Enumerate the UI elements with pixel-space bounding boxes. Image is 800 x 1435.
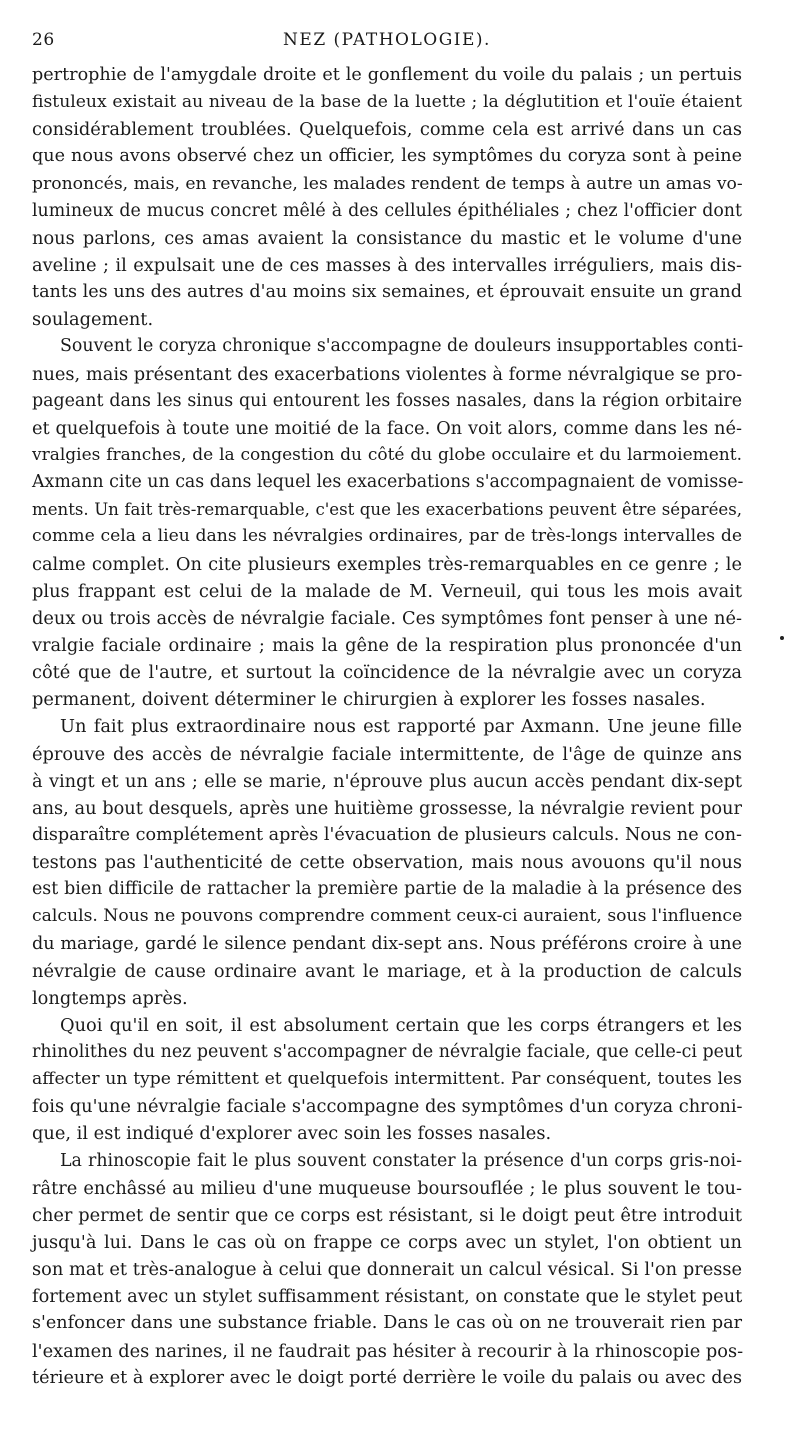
text-line: pageant dans les sinus qui entourent les fosses nasales, dans la région orbitaire <box>32 390 742 411</box>
text-line: Axmann cite un cas dans lequel les exacerbations s'accompagnaient de vomisse- <box>32 472 744 493</box>
text-line: Quoi qu'il en soit, il est absolument certain que les corps étrangers et les <box>60 1014 742 1036</box>
print-speck <box>780 636 784 640</box>
text-line: considérablement troublées. Quelquefois, comme cela est arrivé dans un cas <box>32 119 742 141</box>
text-line: nous parlons, ces amas avaient la consistance du mastic et le volume d'une <box>32 227 742 249</box>
text-line: térieure et à explorer avec le doigt porté derrière le voile du palais ou avec des <box>32 1367 742 1388</box>
text-line: et quelquefois à toute une moitié de la face. On voit alors, comme dans les né- <box>32 417 742 439</box>
text-line: ans, au bout desquels, après une huitième grossesse, la névralgie revient pour <box>32 797 742 819</box>
text-line: fois qu'une névralgie faciale s'accompagne des symptômes d'un coryza chroni- <box>32 1096 743 1118</box>
text-line: soulagement. <box>32 309 154 331</box>
text-line: aveline ; il expulsait une de ces masses à des intervalles irréguliers, mais dis- <box>32 254 742 276</box>
text-line: râtre enchâssé au milieu d'une muqueuse boursouflée ; le plus souvent le tou- <box>32 1177 742 1199</box>
text-line: plus frappant est celui de la malade de M. Verneuil, qui tous les mois avait <box>32 580 742 602</box>
text-line: affecter un type rémittent et quelquefois intermittent. Par conséquent, toutes les <box>32 1069 742 1090</box>
text-line: Souvent le coryza chronique s'accompagne de douleurs insupportables conti- <box>60 336 744 357</box>
text-line: s'enfoncer dans une substance friable. Dans le cas où on ne trouverait rien par <box>32 1313 742 1334</box>
text-line: nues, mais présentant des exacerbations violentes à forme névralgique se pro- <box>32 363 743 385</box>
text-line: disparaître complétement après l'évacuation de plusieurs calculs. Nous ne con- <box>32 824 742 845</box>
text-line: longtemps après. <box>32 987 188 1009</box>
text-line: calme complet. On cite plusieurs exemples très-remarquables en ce genre ; le <box>32 553 742 575</box>
text-line: La rhinoscopie fait le plus souvent constater la présence d'un corps gris-noi- <box>60 1150 742 1171</box>
text-line: vralgies franches, de la congestion du côté du globe occulaire et du larmoiement. <box>32 444 742 465</box>
text-line: testons pas l'authenticité de cette observation, mais nous avouons qu'il nous <box>32 852 742 874</box>
text-line: tants les uns des autres d'au moins six semaines, et éprouvait ensuite un grand <box>32 282 742 303</box>
text-line: comme cela a lieu dans les névralgies ordinaires, par de très-longs intervalles de <box>32 526 742 547</box>
text-line: permanent, doivent déterminer le chirurgien à explorer les fosses nasales. <box>32 689 706 711</box>
text-line: vralgie faciale ordinaire ; mais la gêne de la respiration plus prononcée d'un <box>32 634 742 656</box>
text-line: deux ou trois accès de névralgie faciale. Ces symptômes font penser à une né- <box>32 607 742 629</box>
text-line: prononcés, mais, en revanche, les malades rendent de temps à autre un amas vo- <box>32 173 743 194</box>
page-header <box>32 30 742 56</box>
text-line: calculs. Nous ne pouvons comprendre comment ceux-ci auraient, sous l'influence <box>32 906 743 927</box>
page-number: 26 <box>32 30 55 50</box>
text-line: cher permet de sentir que ce corps est résistant, si le doigt peut être introduit <box>32 1204 742 1226</box>
text-line: névralgie de cause ordinaire avant le mariage, et à la production de calculs <box>32 960 742 982</box>
text-line: son mat et très-analogue à celui que donnerait un calcul vésical. Si l'on presse <box>32 1259 742 1281</box>
text-line: l'examen des narines, il ne faudrait pas hésiter à recourir à la rhinoscopie pos- <box>32 1340 744 1362</box>
text-line: rhinolithes du nez peuvent s'accompagner de névralgie faciale, que celle-ci peut <box>32 1042 743 1063</box>
text-line: jusqu'à lui. Dans le cas où on frappe ce corps avec un stylet, l'on obtient un <box>32 1232 742 1254</box>
text-line: à vingt et un ans ; elle se marie, n'éprouve plus aucun accès pendant dix-sept <box>32 770 742 792</box>
text-line: que, il est indiqué d'explorer avec soin les fosses nasales. <box>32 1123 552 1145</box>
text-line: est bien difficile de rattacher la première partie de la maladie à la présence des <box>32 879 742 900</box>
text-line: ments. Un fait très-remarquable, c'est que les exacerbations peuvent être séparées, <box>32 500 742 520</box>
text-line: fortement avec un stylet suffisamment résistant, on constate que le stylet peut <box>32 1286 743 1308</box>
running-title: NEZ (PATHOLOGIE). <box>283 30 491 50</box>
text-line: que nous avons observé chez un officier, les symptômes du coryza sont à peine <box>32 146 742 167</box>
body-text <box>32 62 742 1392</box>
text-line: Un fait plus extraordinaire nous est rapporté par Axmann. Une jeune fille <box>60 716 742 738</box>
text-line: côté que de l'autre, et surtout la coïncidence de la névralgie avec un coryza <box>32 662 742 684</box>
text-line: éprouve des accès de névralgie faciale intermittente, de l'âge de quinze ans <box>32 743 742 765</box>
text-line: lumineux de mucus concret mêlé à des cellules épithéliales ; chez l'officier dont <box>32 200 742 221</box>
text-line: du mariage, gardé le silence pendant dix-sept ans. Nous préférons croire à une <box>32 933 742 954</box>
text-line: fistuleux existait au niveau de la base de la luette ; la déglutition et l'ouïe étaient <box>32 92 742 113</box>
text-line: pertrophie de l'amygdale droite et le gonflement du voile du palais ; un pertuis <box>32 65 742 85</box>
